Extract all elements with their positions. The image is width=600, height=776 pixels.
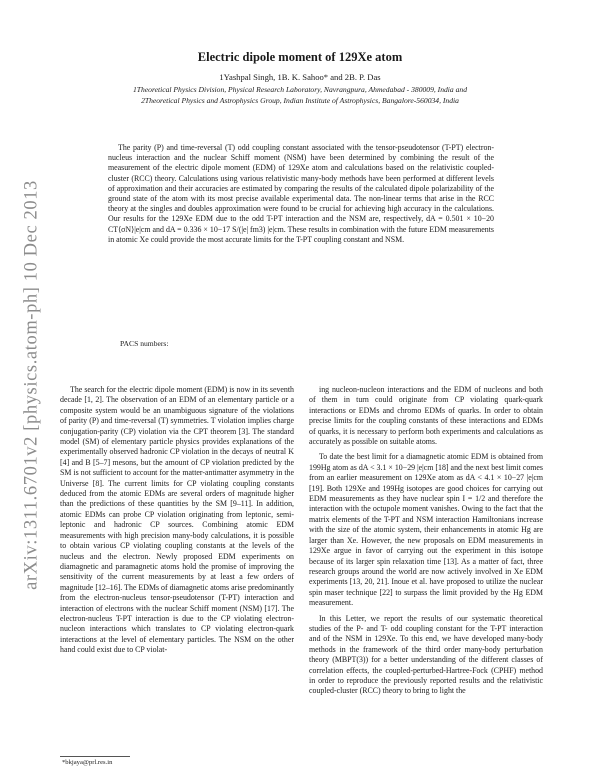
abstract: The parity (P) and time-reversal (T) odd coupling constant associated with the tensor-pseudotensor (T-PT) electron-nucleus interaction and the nuclear Schiff moment (NSM) have been determined by combining the result of the measurement of the electric dipole moment (EDM) of 129Xe atom and calculations based on the relativistic coupled-cluster (RCC) theory. Calculations using various relativistic many-body methods have been performed at different levels of approximation and their accuracies are estimated by comparing the results of the calculated dipole polarizability of the ground state of the atom with its most precise available experimental data. The non-linear terms that arise in the RCC theory at the singles and doubles approximation were found to be crucial for achieving high accuracy in the calculations. Our results for the 129Xe EDM due to the odd T-PT interaction and the NSM are, respectively, dA = 0.501 × 10−20 CT⟨σN⟩|e|cm and dA = 0.336 × 10−17 S/(|e| fm3) |e|cm. These results in combination with the future EDM measurements in atomic Xe could provide the most accurate limits for the T-PT coupling constant and NSM.: [108, 143, 494, 244]
arxiv-identifier: arXiv:1311.6701v2 [physics.atom-ph] 10 Dec 2013: [21, 180, 42, 590]
pacs-numbers: PACS numbers:: [120, 339, 169, 348]
body-paragraph: The search for the electric dipole moment (EDM) is now in its seventh decade [1, 2]. The observation of an EDM of an elementary particle or a composite system would be an unambiguous signature of the violations of parity (P) and time-reversal (T) symmetries. T violation implies charge conjugation-parity (CP) violation via the CPT theorem [3]. The standard model (SM) of elementary particle physics provides explanations of the experimentally observed hadronic CP violation in the decays of neutral K [4] and B [5–7] mesons, but the amount of CP violation predicted by the SM is not sufficient to account for the matter-antimatter asymmetry in the Universe [8]. The current limits for CP violating coupling constants deduced from the atomic EDMs are several orders of magnitude higher than the predictions of these quantities by the SM [9–11]. In addition, atomic EDMs can probe CP violation originating from leptonic, semi-leptonic and hadronic CP sources. Combining atomic EDM measurements with high precision many-body calculations, it is possible to obtain various CP violating coupling constants at the levels of the nucleus and the electron. Newly proposed EDM experiments on diamagnetic and paramagnetic atoms hold the promise of improving the sensitivity of the current measurements by at least a few orders of magnitude [12–16]. The EDMs of diamagnetic atoms arise predominantly from the electron-nucleus tensor-pseudotensor (T-PT) interaction and interaction of electrons with the nuclear Schiff moment (NSM) [17]. The electron-nucleus T-PT interaction is due to the CP violating electron-nucleon interactions which translates to CP violating electron-quark interactions at the level of elementary particles. The NSM on the other hand could exist due to CP violat-: [60, 385, 294, 655]
footnote-rule: [60, 756, 130, 757]
affiliation-2: 2Theoretical Physics and Astrophysics Group, Indian Institute of Astrophysics, Bangalore-560034, India: [141, 96, 459, 105]
body-paragraph: In this Letter, we report the results of our systematic theoretical studies of the P- and T- odd coupling constant for the T-PT interaction and of the NSM in 129Xe. To this end, we have developed many-body methods in the framework of the third order many-body perturbation theory (MBPT(3)) for a better understanding of the different classes of correlation effects, the coupled-perturbed-Hartree-Fock (CPHF) method in order to reproduce the previously reported results and the relativistic coupled-cluster (RCC) theory to bring to light the: [309, 613, 543, 696]
paper-title: Electric dipole moment of 129Xe atom: [197, 50, 403, 64]
author-list: 1Yashpal Singh, 1B. K. Sahoo* and 2B. P. Das: [219, 72, 381, 82]
affiliation-1: 1Theoretical Physics Division, Physical Research Laboratory, Navrangpura, Ahmedabad - 380009, India and: [132, 85, 468, 94]
footnote-email: *bkjaya@prl.res.in: [62, 759, 113, 766]
body-paragraph: To date the best limit for a diamagnetic atomic EDM is obtained from 199Hg atom as dA < 3.1 × 10−29 |e|cm [18] and the next best limit comes from an earlier measurement on 129Xe atom as dA < 4.1 × 10−27 |e|cm [19]. Both 129Xe and 199Hg isotopes are good choices for carrying out EDM measurements as they have nuclear spin I = 1/2 and therefore the interaction with the octupole moment vanishes. Owing to the fact that the matrix elements of the T-PT and NSM interaction Hamiltonians increase with the size of the atomic system, their enhancements in atomic Hg are larger than Xe. However, the new proposals on EDM measurements in 129Xe argue in favor of carrying out the experiment in this isotope because of its larger spin relaxation time [13]. As a matter of fact, three research groups around the world are now actively involved in Xe EDM experiments [13, 20, 21]. Inoue et al. have proposed to utilize the nuclear spin maser technique [22] to surpass the limit provided by the Hg EDM measurement.: [309, 452, 543, 608]
body-paragraph: ing nucleon-nucleon interactions and the EDM of nucleons and both of them in turn could originate from CP violating quark-quark interactions or EDMs and chromo EDMs of quarks. In order to obtain precise limits for the coupling constants of these interactions and EDMs of quarks, it is necessary to perform both experiments and calculations as accurately as possible on suitable atoms.: [309, 385, 543, 447]
right-column: [309, 385, 543, 702]
left-column: [60, 385, 294, 661]
arxiv-sidebar-stamp: [22, 150, 42, 620]
